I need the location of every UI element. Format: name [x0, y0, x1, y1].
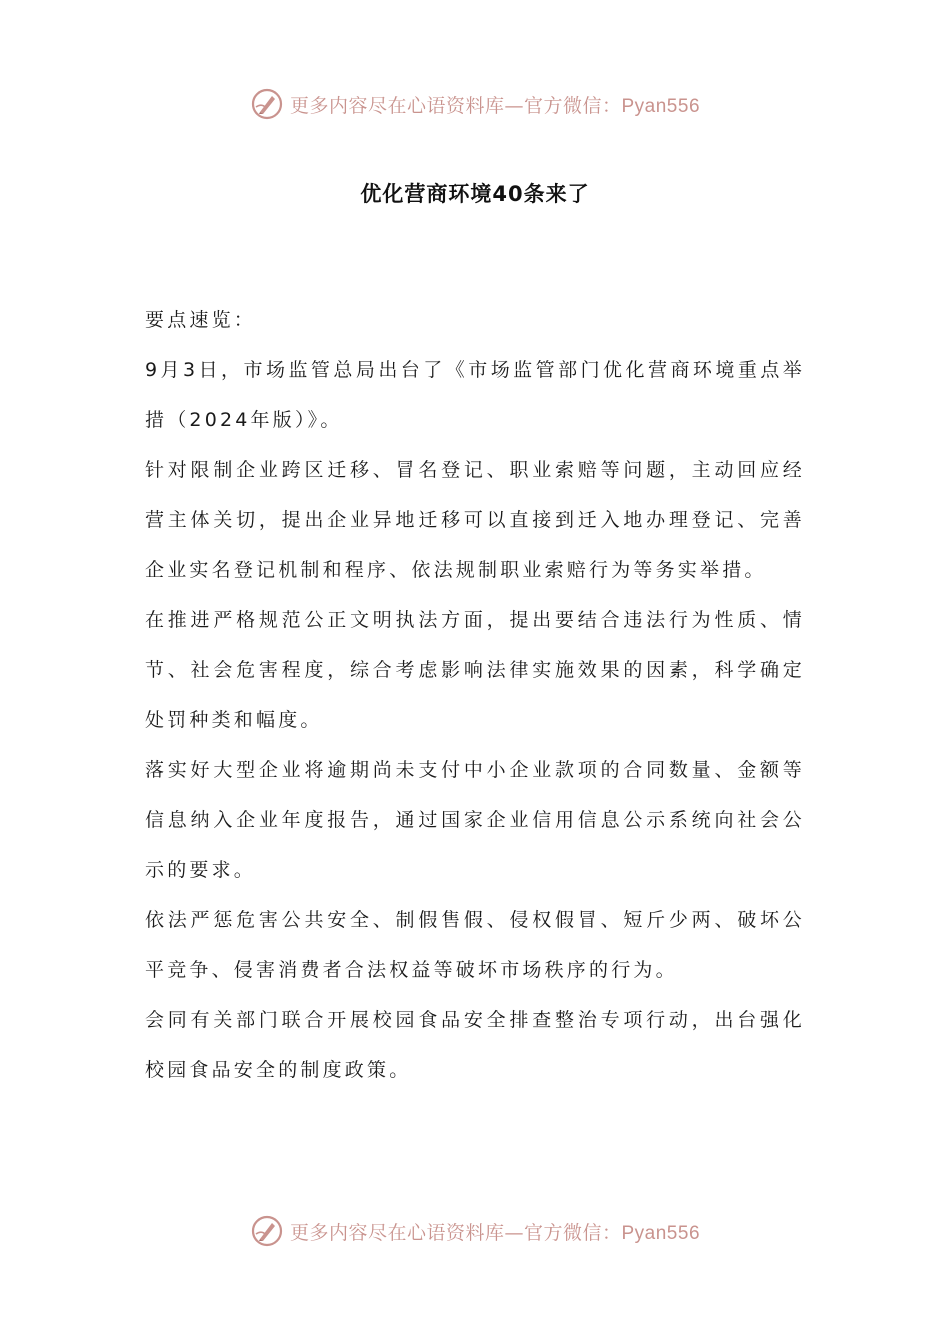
page-title: 优化营商环境40条来了: [360, 182, 590, 206]
watermark-text: [290, 1218, 700, 1245]
watermark-handle: Pyan556: [621, 1222, 701, 1244]
paragraph: 会同有关部门联合开展校园食品安全排查整治专项行动，出台强化校园食品安全的制度政策。: [145, 1009, 805, 1081]
paragraph: 针对限制企业跨区迁移、冒名登记、职业索赔等问题，主动回应经营主体关切，提出企业异地迁移可以直接到迁入地办理登记、完善企业实名登记机制和程序、依法规制职业索赔行为等务实举措。: [145, 459, 805, 581]
paragraph: 落实好大型企业将逾期尚未支付中小企业款项的合同数量、金额等信息纳入企业年度报告，通过国家企业信用信息公示系统向社会公示的要求。: [145, 759, 805, 881]
document-body: [145, 295, 805, 1095]
paragraph: 要点速览：: [145, 309, 257, 331]
paragraph: 在推进严格规范公正文明执法方面，提出要结合违法行为性质、情节、社会危害程度，综合考虑影响法律实施效果的因素，科学确定处罚种类和幅度。: [145, 609, 805, 731]
pen-nib-icon: [250, 1214, 284, 1248]
pen-nib-icon: [250, 87, 284, 121]
watermark-text: [290, 91, 700, 118]
paragraph: 依法严惩危害公共安全、制假售假、侵权假冒、短斤少两、破坏公平竞争、侵害消费者合法权益等破坏市场秩序的行为。: [145, 909, 805, 981]
watermark-label: 更多内容尽在心语资料库—官方微信：: [289, 1221, 622, 1244]
header-watermark: [0, 82, 950, 126]
paragraph: 9月3日，市场监管总局出台了《市场监管部门优化营商环境重点举措（2024年版）》。: [145, 359, 805, 431]
watermark-handle: Pyan556: [621, 95, 701, 117]
footer-watermark: [0, 1209, 950, 1253]
watermark-label: 更多内容尽在心语资料库—官方微信：: [289, 94, 622, 117]
